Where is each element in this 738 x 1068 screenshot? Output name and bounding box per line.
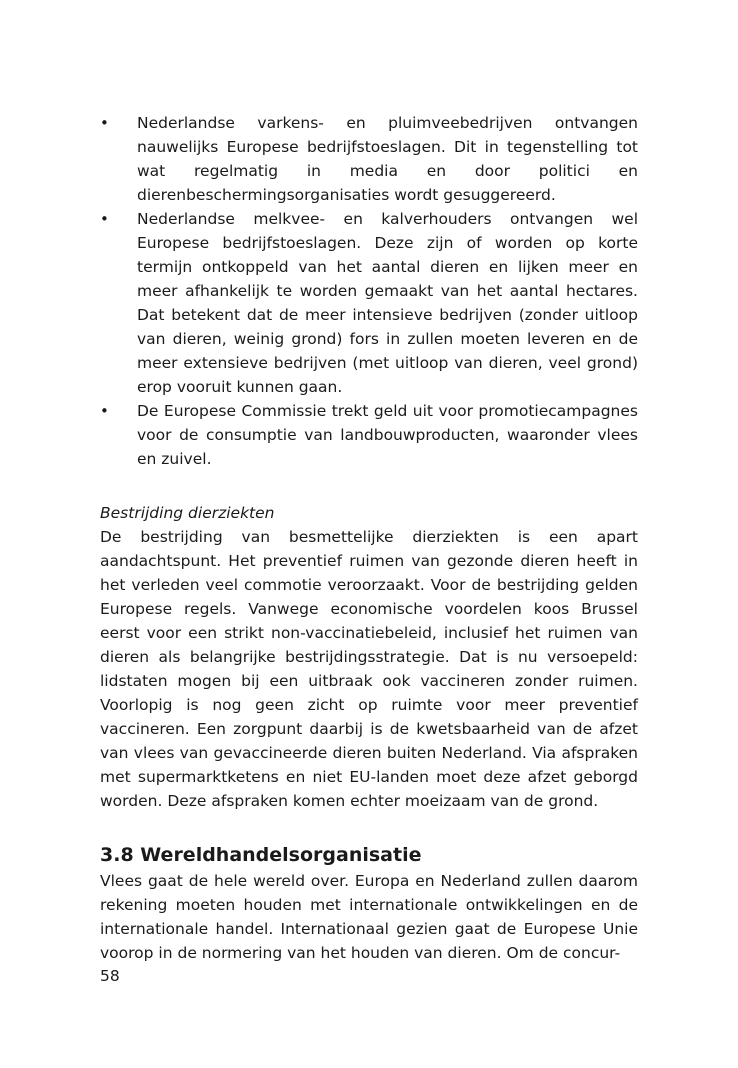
bullet-dot-icon: • xyxy=(100,402,109,420)
subsection-heading: Bestrijding dierziekten xyxy=(100,504,275,522)
subsection-paragraph: De bestrijding van besmettelijke dierziekten is een apart aandachtspunt. Het preventief ruimen van gezonde dieren heeft in het verleden veel commotie veroorzaakt. Voor de bestrijding gelden Europese regels. Vanwege economische voordelen koos Brussel eerst voor een strikt non-vaccinatiebeleid, inclusief het ruimen van dieren als belangrijke bestrijdingsstrategie. Dat is nu versoepeld: lidstaten mogen bij een uitbraak ook vaccineren zonder ruimen. Voorlopig is nog geen zicht op ruimte voor meer preventief vaccineren. Een zorgpunt daarbij is de kwetsbaarheid van de afzet van vlees van gevaccineerde dieren buiten Nederland. Via afspraken met supermarktketens en niet EU-landen moet deze afzet geborgd worden. Deze afspraken komen echter moeizaam van de grond. xyxy=(100,528,638,810)
bullet-dot-icon: • xyxy=(100,210,109,228)
bullet-list xyxy=(100,111,638,471)
list-item xyxy=(100,399,638,471)
section-title: 3.8 Wereldhandelsorganisatie xyxy=(100,844,422,866)
list-item xyxy=(100,207,638,399)
bullet-text: Nederlandse melkvee- en kalverhouders ontvangen wel Europese bedrijfstoeslagen. Deze zijn of worden op korte termijn ontkoppeld van het aantal dieren en lijken meer en meer afhankelijk te worden gemaakt van het aantal hectares. Dat betekent dat de meer intensieve bedrijven (zonder uitloop van dieren, weinig grond) fors in zullen moeten leveren en de meer extensieve bedrijven (met uitloop van dieren, veel grond) erop vooruit kunnen gaan. xyxy=(137,210,638,396)
section-paragraph: Vlees gaat de hele wereld over. Europa en Nederland zullen daarom rekening moeten houden met internationale ontwikkelingen en de internationale handel. Internationaal gezien gaat de Europese Unie voorop in de normering van het houden van dieren. Om de concur- xyxy=(100,872,638,962)
bullet-text: Nederlandse varkens- en pluimveebedrijven ontvangen nauwelijks Europese bedrijfstoeslagen. Dit in tegenstelling tot wat regelmatig in media en door politici en dierenbeschermingsorganisaties wordt gesuggereerd. xyxy=(137,114,638,204)
bullet-text: De Europese Commissie trekt geld uit voor promotiecampagnes voor de consumptie van landbouwproducten, waaronder vlees en zuivel. xyxy=(137,402,638,468)
list-item xyxy=(100,111,638,207)
page-body xyxy=(100,111,638,965)
page-number: 58 xyxy=(100,967,120,985)
bullet-dot-icon: • xyxy=(100,114,109,132)
